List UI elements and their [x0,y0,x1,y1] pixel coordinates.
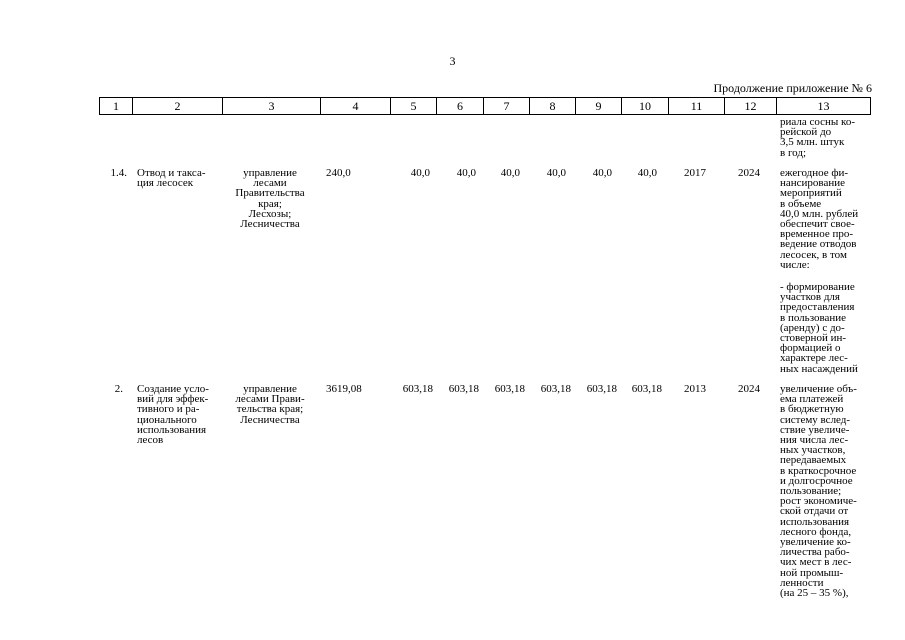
row-2-total: 3619,08 [326,383,362,395]
row-1-result: ежегодное фи- нансирование мероприятий в объеме 40,0 млн. рублей обеспечит свое- временное про- ведение отводов лесосек, в том числе: [780,167,859,271]
row-1-start-year: 2017 [684,167,706,179]
row-2-executor: управление лесами Прави- тельства края; Лесничества [235,383,305,426]
row-2-end-year: 2024 [738,383,760,395]
row-2-result: увеличение объ- ема платежей в бюджетную систему вслед- ствие увеличе- ния числа лес- ных участков, передаваемых в краткосрочное и долгосрочное пользование; рост экономиче- ской отдачи от использования лесного фонда, увеличение ко- личества рабо- чих мест в лес- ной промыш- ленности (на 25 – 35 %), [780,383,857,600]
row-1-col10: 40,0 [637,167,657,179]
header-col-3: 3 [222,98,320,114]
header-col-2: 2 [132,98,222,114]
header-col-13: 13 [776,98,870,114]
row-2-col10: 603,18 [631,383,662,395]
header-col-8: 8 [529,98,575,114]
row-1-end-year: 2024 [738,167,760,179]
header-col-5: 5 [390,98,436,114]
row-1-col7: 40,0 [500,167,520,179]
row-1-total: 240,0 [326,167,351,179]
row-2-start-year: 2013 [684,383,706,395]
continuation-caption: Продолжение приложение № 6 [713,81,872,95]
page-number: 3 [449,54,456,68]
row-1-col5: 40,0 [410,167,430,179]
row-1-col8: 40,0 [546,167,566,179]
row-1-col6: 40,0 [456,167,476,179]
row-1-col9: 40,0 [592,167,612,179]
row-1-result-continued: - формирование участков для предоставления в пользование (аренду) с до- стоверной ин- формацией о характере лес- ных насаждений [780,281,858,375]
row-1-number: 1.4. [110,167,127,179]
row-2-col5: 603,18 [402,383,433,395]
header-col-10: 10 [621,98,668,114]
row-2-col6: 603,18 [448,383,479,395]
row-2-number: 2. [114,383,123,395]
header-col-12: 12 [724,98,776,114]
header-col-4: 4 [320,98,390,114]
row-2-col9: 603,18 [586,383,617,395]
header-col-6: 6 [436,98,483,114]
table-header [99,97,871,115]
header-col-7: 7 [483,98,529,114]
row-2-col7: 603,18 [494,383,525,395]
row-1-name: Отвод и такса- ция лесосек [137,167,206,190]
row-1-executor: управление лесами Правительства края; Лесхозы; Лесничества [235,167,305,231]
carry-over-text: риала сосны ко- рейской до 3,5 млн. штук в год; [780,116,856,159]
row-2-col8: 603,18 [540,383,571,395]
header-col-1: 1 [113,99,119,113]
header-col-11: 11 [668,98,724,114]
header-col-9: 9 [575,98,621,114]
row-2-name: Создание усло- вий для эффек- тивного и ра- ционального использования лесов [137,383,209,447]
